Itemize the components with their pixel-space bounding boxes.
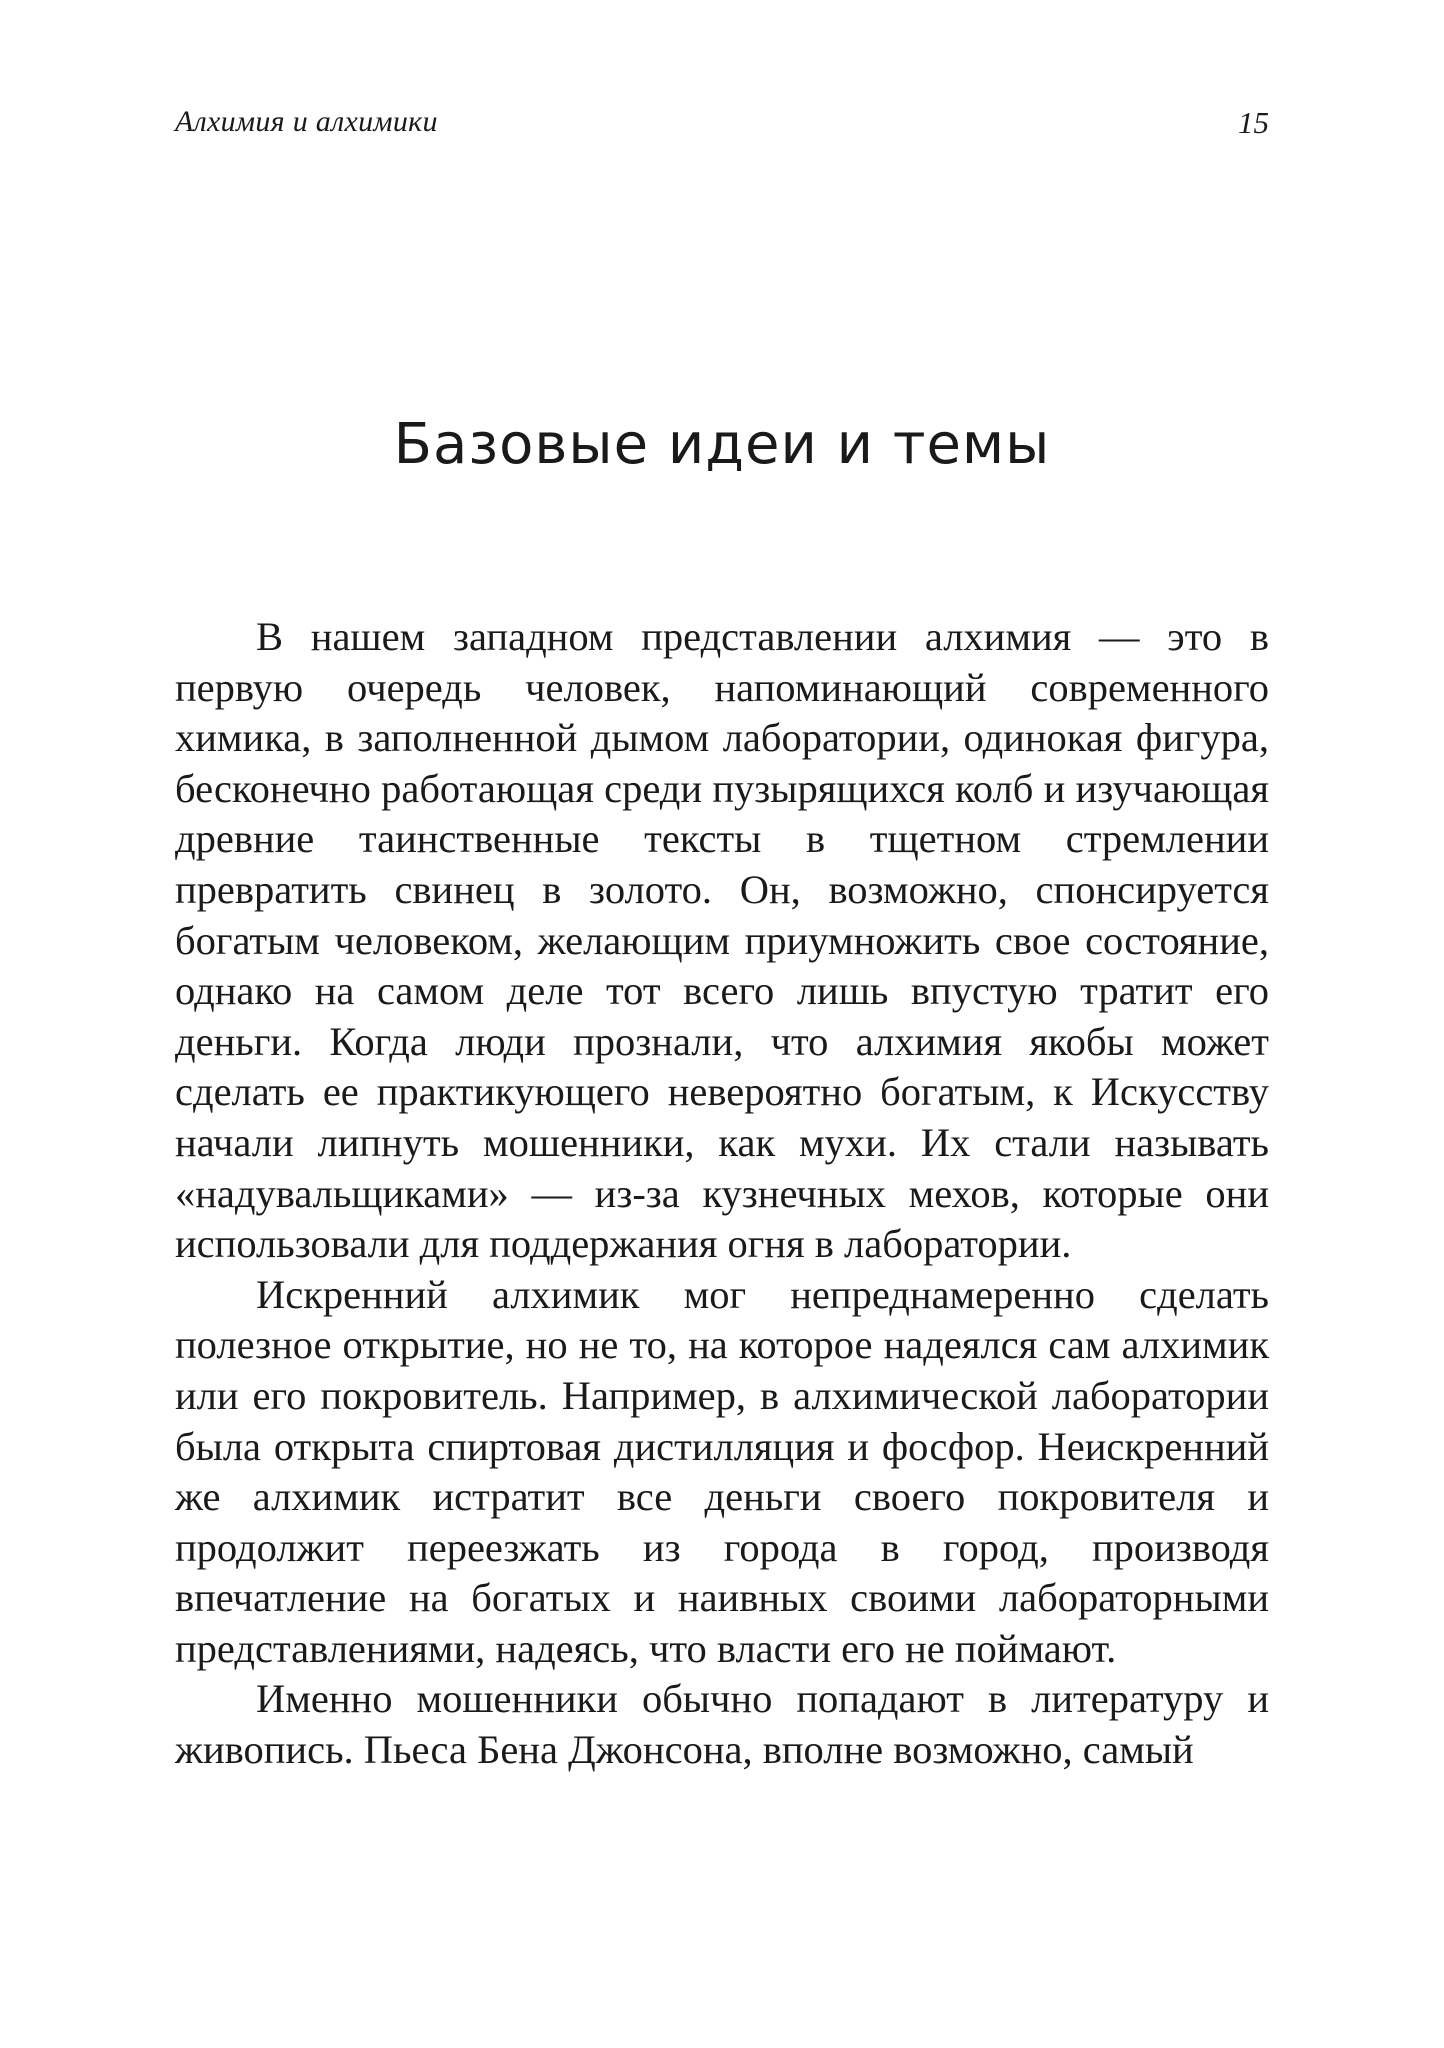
paragraph: Именно мошенники обычно попадают в литературу и живопись. Пьеса Бена Джонсона, вполне возможно, самый [175,1676,1269,1773]
paragraph: Искренний алхимик мог непреднамеренно сделать полезное открытие, но не то, на которое надеялся сам алхимик или его покровитель. Например, в алхимической лаборатории была открыта спиртовая дистилляция и фосфор. Неискренний же алхимик истратит все деньги своего покровителя и продолжит переезжать из города в город, производя впечатление на богатых и наивных своими лабораторными представлениями, надеясь, что власти его не поймают. [175,1271,1269,1671]
paragraph: В нашем западном представлении алхимия — это в первую очередь человек, напоминающий современного химика, в заполненной дымом лаборатории, одинокая фигура, бесконечно работающая среди пузырящихся колб и изучающая древние таинственные тексты в тщетном стремлении превратить свинец в золото. Он, возможно, спонсируется богатым человеком, желающим приумножить свое состояние, однако на самом деле тот всего лишь впустую тратит его деньги. Когда люди прознали, что алхимия якобы может сделать ее практикующего невероятно богатым, к Искусству начали липнуть мошенники, как мухи. Их стали называть «надувальщиками» — из-за кузнечных мехов, которые они использовали для поддержания огня в лаборатории. [175,614,1269,1267]
page-number: 15 [1238,105,1269,140]
chapter-title: Базовые идеи и темы [393,412,1051,477]
body-text [175,612,1269,1776]
running-head: Алхимия и алхимики [175,105,438,138]
